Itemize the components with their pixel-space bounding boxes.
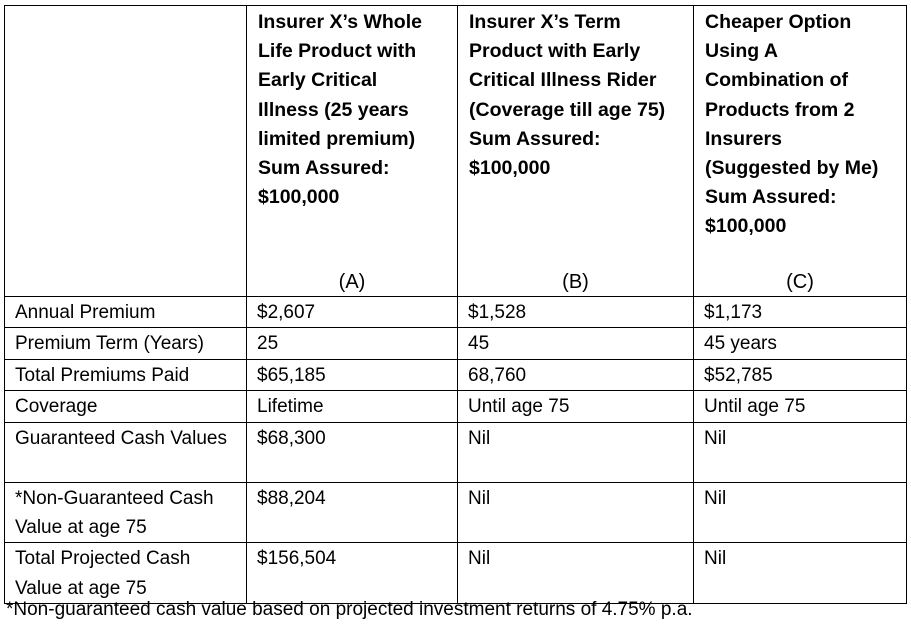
row-label: Total Projected Cash Value at age 75 xyxy=(5,543,247,604)
column-title-c: Cheaper Option Using A Combination of Products from 2 Insurers (Suggested by Me) Sum Assured: $100,000 xyxy=(705,11,879,238)
row-label: Annual Premium xyxy=(5,297,247,328)
column-letter-c: (C) xyxy=(786,271,814,293)
header-corner-cell xyxy=(5,6,247,297)
table-row xyxy=(5,543,907,604)
cell-value: $156,504 xyxy=(247,543,458,604)
table-row xyxy=(5,391,907,422)
header-cell-c xyxy=(694,6,907,297)
cell-value: Nil xyxy=(458,482,694,543)
table-row xyxy=(5,422,907,482)
cell-value: Lifetime xyxy=(247,391,458,422)
table-row xyxy=(5,359,907,390)
footnote: *Non-guaranteed cash value based on projected investment returns of 4.75% p.a. xyxy=(6,599,693,620)
cell-value: $65,185 xyxy=(247,359,458,390)
cell-value: Until age 75 xyxy=(458,391,694,422)
header-cell-b xyxy=(458,6,694,297)
cell-value: 45 years xyxy=(694,328,907,359)
cell-value: $52,785 xyxy=(694,359,907,390)
table-row xyxy=(5,328,907,359)
row-label: Premium Term (Years) xyxy=(5,328,247,359)
cell-value: 68,760 xyxy=(458,359,694,390)
table-row xyxy=(5,297,907,328)
cell-value: 45 xyxy=(458,328,694,359)
cell-value: $88,204 xyxy=(247,482,458,543)
row-label: *Non-Guaranteed Cash Value at age 75 xyxy=(5,482,247,543)
row-label: Total Premiums Paid xyxy=(5,359,247,390)
header-row xyxy=(5,6,907,297)
column-letter-a: (A) xyxy=(338,271,366,293)
cell-value: Nil xyxy=(694,422,907,482)
cell-value: $1,528 xyxy=(458,297,694,328)
column-letter-b: (B) xyxy=(562,271,589,293)
row-label: Coverage xyxy=(5,391,247,422)
cell-value: Nil xyxy=(458,543,694,604)
cell-value: $1,173 xyxy=(694,297,907,328)
comparison-table xyxy=(4,5,907,604)
table-row xyxy=(5,482,907,543)
column-title-b: Insurer X’s Term Product with Early Critical Illness Rider (Coverage till age 75) Sum Assured: $100,000 xyxy=(469,11,666,180)
row-label: Guaranteed Cash Values xyxy=(5,422,247,482)
cell-value: Nil xyxy=(458,422,694,482)
cell-value: $68,300 xyxy=(247,422,458,482)
header-cell-a xyxy=(247,6,458,297)
cell-value: $2,607 xyxy=(247,297,458,328)
cell-value: Nil xyxy=(694,482,907,543)
cell-value: Nil xyxy=(694,543,907,604)
cell-value: 25 xyxy=(247,328,458,359)
cell-value: Until age 75 xyxy=(694,391,907,422)
column-title-a: Insurer X’s Whole Life Product with Early Critical Illness (25 years limited premium) Sum Assured: $100,000 xyxy=(258,11,422,209)
